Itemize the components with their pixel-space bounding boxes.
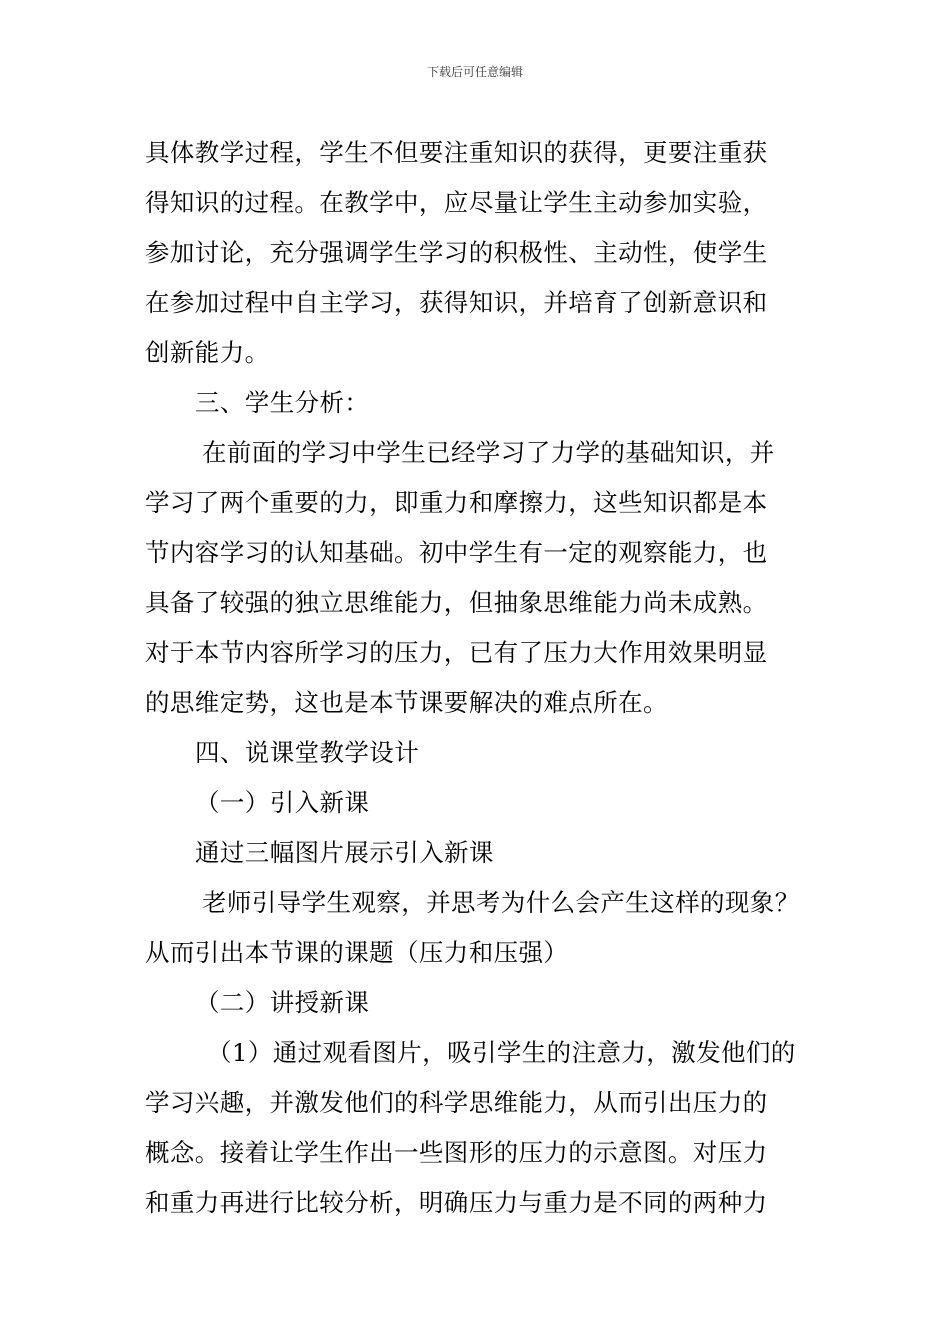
- paragraph-line: 在前面的学习中学生已经学习了力学的基础知识，并: [202, 438, 775, 467]
- subsection-heading: （一）引入新课: [195, 788, 370, 817]
- paragraph-line: 概念。接着让学生作出一些图形的压力的示意图。对压力: [145, 1138, 768, 1167]
- section-heading: 四、说课堂教学设计: [195, 738, 420, 767]
- subsection-heading: （二）讲授新课: [195, 988, 370, 1017]
- paragraph-line: 老师引导学生观察，并思考为什么会产生这样的现象？: [202, 888, 800, 917]
- paragraph-line: 从而引出本节课的课题（压力和压强）: [145, 938, 569, 967]
- page-header: 下载后可任意编辑: [426, 65, 523, 79]
- paragraph-line: 具备了较强的独立思维能力，但抽象思维能力尚未成熟。: [145, 588, 768, 617]
- paragraph-line: 参加讨论，充分强调学生学习的积极性、主动性，使学生: [145, 238, 768, 267]
- paragraph-line: 节内容学习的认知基础。初中学生有一定的观察能力，也: [145, 538, 768, 567]
- document-body: [145, 128, 815, 1228]
- paragraph-line: （1）通过观看图片，吸引学生的注意力，激发他们的: [207, 1038, 796, 1067]
- paragraph-line: 在参加过程中自主学习，获得知识，并培育了创新意识和: [145, 288, 768, 317]
- paragraph-line: 的思维定势，这也是本节课要解决的难点所在。: [145, 688, 668, 717]
- section-heading: 三、学生分析：: [195, 388, 370, 417]
- paragraph-line: 和重力再进行比较分析，明确压力与重力是不同的两种力: [145, 1188, 768, 1217]
- paragraph-line: 学习了两个重要的力，即重力和摩擦力，这些知识都是本: [145, 488, 768, 517]
- paragraph-line: 学习兴趣，并激发他们的科学思维能力，从而引出压力的: [145, 1088, 768, 1117]
- paragraph-line: 得知识的过程。在教学中，应尽量让学生主动参加实验，: [145, 188, 768, 217]
- paragraph-line: 通过三幅图片展示引入新课: [195, 838, 494, 867]
- paragraph-line: 具体教学过程，学生不但要注重知识的获得，更要注重获: [145, 138, 768, 167]
- paragraph-line: 创新能力。: [145, 338, 270, 367]
- paragraph-line: 对于本节内容所学习的压力，已有了压力大作用效果明显: [145, 638, 768, 667]
